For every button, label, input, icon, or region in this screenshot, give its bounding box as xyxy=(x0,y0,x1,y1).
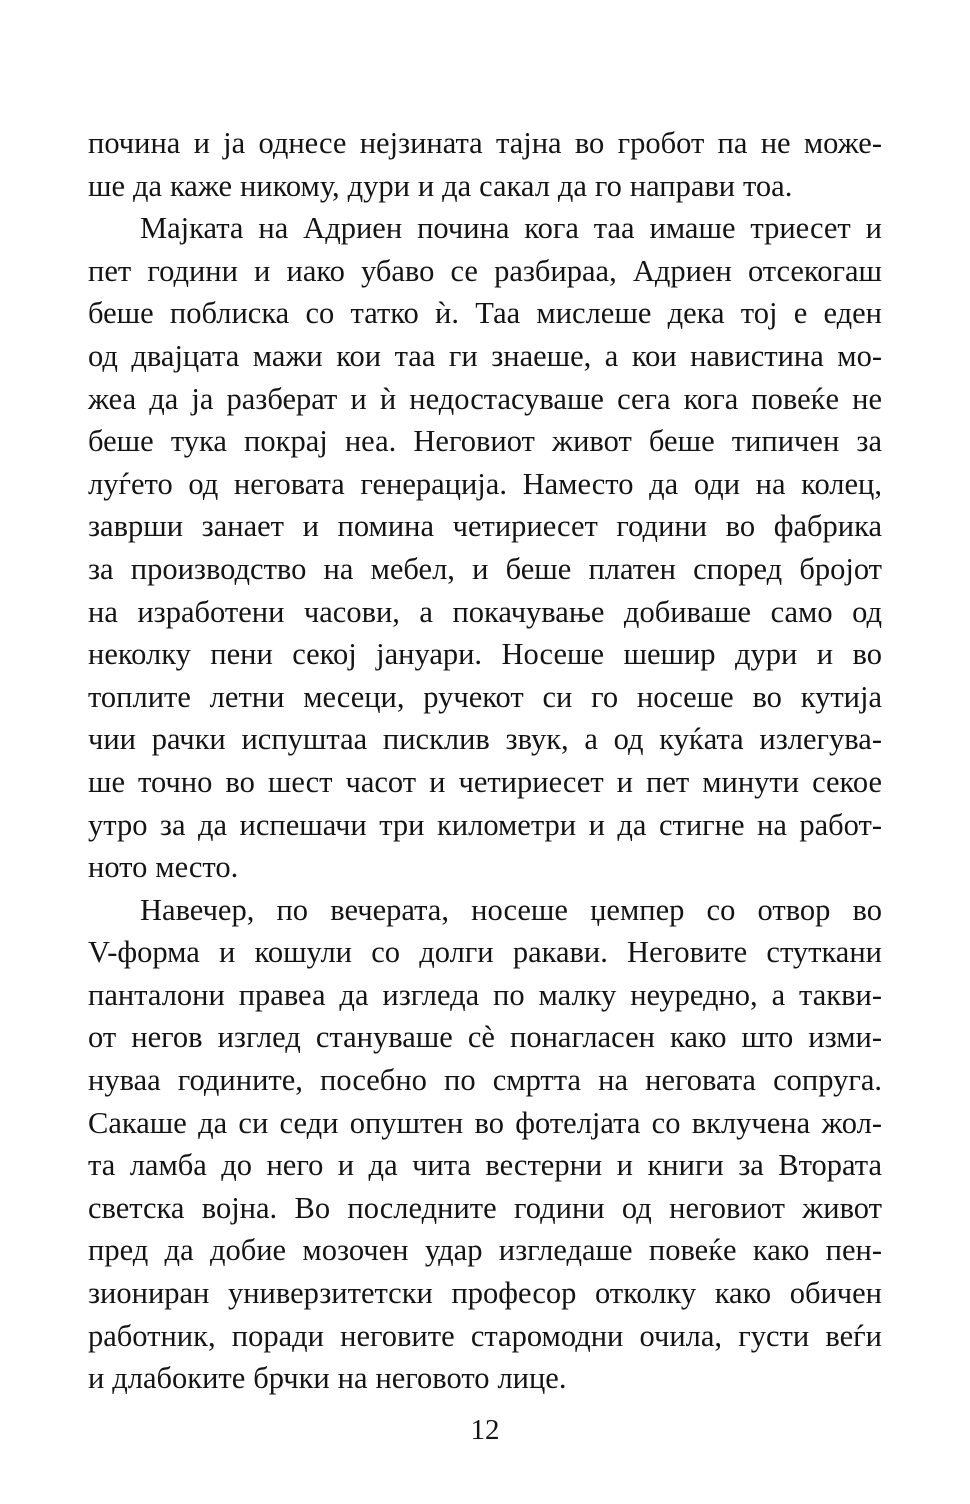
text-line: ше точно во шест часот и четириесет и пет минути секое xyxy=(88,764,882,799)
text-line: пред да добие мозочен удар изгледаше повеќе како пен- xyxy=(88,1233,882,1268)
text-line: на изработени часови, а покачување добиваше само од xyxy=(88,594,882,629)
text-line: нуваа годините, посебно по смртта на неговата сопруга. xyxy=(88,1063,882,1098)
text-line: Мајката на Адриен почина кога таа имаше триесет и xyxy=(140,211,882,246)
text-line: работник, поради неговите старомодни очила, густи веѓи xyxy=(88,1318,882,1353)
paragraph xyxy=(88,122,882,207)
text-line: утро за да испешачи три километри и да стигне на работ- xyxy=(88,807,882,842)
text-line: за производство на мебел, и беше платен според бројот xyxy=(88,551,882,586)
text-line: от негов изглед стануваше сѐ понагласен како што изми- xyxy=(88,1020,882,1055)
page-text-block xyxy=(88,122,882,1400)
paragraph xyxy=(88,889,882,1400)
text-line: и длабоките брчки на неговото лице. xyxy=(88,1361,567,1396)
text-line: Сакаше да си седи опуштен во фотелјата со вклучена жол- xyxy=(88,1105,882,1140)
text-line: почина и ја однесе нејзината тајна во гробот па не може- xyxy=(88,126,882,160)
text-line: беше поблиска со татко ѝ. Таа мислеше дека тој е еден xyxy=(88,296,882,331)
text-line: топлите летни месеци, ручекот си го носеше во кутија xyxy=(88,679,882,714)
text-line: зиониран универзитетски професор отколку како обичен xyxy=(88,1276,882,1311)
text-line: чии рачки испуштаа писклив звук, а од куќата излегува- xyxy=(88,722,882,757)
page-number: 12 xyxy=(470,1414,500,1446)
paragraph xyxy=(88,207,882,889)
text-line: беше тука покрај неа. Неговиот живот беше типичен за xyxy=(88,424,882,459)
text-line: та ламба до него и да чита вестерни и книги за Втората xyxy=(88,1148,882,1183)
text-line: Навечер, по вечерата, носеше џемпер со отвор во xyxy=(140,892,882,927)
text-line: луѓето од неговата генерација. Наместо да оди на колец, xyxy=(88,466,882,501)
text-line: заврши занает и помина четириесет години во фабрика xyxy=(88,509,882,544)
text-line: ше да каже никому, дури и да сакал да го направи тоа. xyxy=(88,168,793,203)
text-line: V-форма и кошули со долги ракави. Неговите стуткани xyxy=(88,935,882,970)
text-line: панталони правеа да изгледа по малку неуредно, а такви- xyxy=(88,977,882,1012)
text-line: жеа да ја разберат и ѝ недостасуваше сега кога повеќе не xyxy=(88,381,882,416)
text-line: ното место. xyxy=(88,850,239,885)
text-line: неколку пени секој јануари. Носеше шешир дури и во xyxy=(88,637,882,672)
text-line: пет години и иако убаво се разбираа, Адриен отсекогаш xyxy=(88,253,882,288)
text-line: од двајцата мажи кои таа ги знаеше, а кои навистина мо- xyxy=(88,338,882,373)
text-line: светска војна. Во последните години од неговиот живот xyxy=(88,1190,882,1225)
